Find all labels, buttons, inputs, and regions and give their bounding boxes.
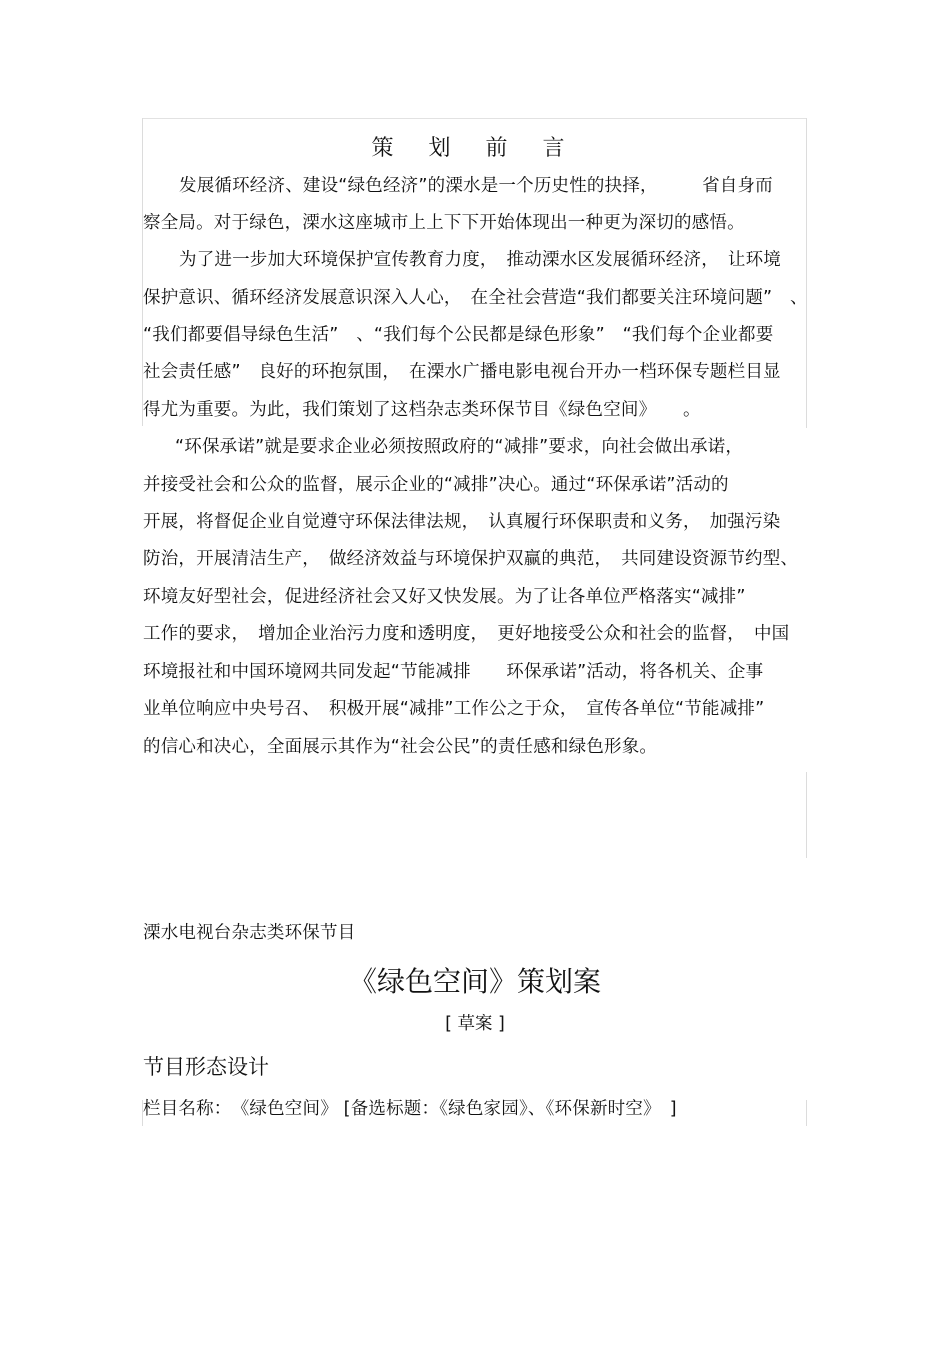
page-frame-top-border bbox=[142, 118, 807, 119]
plan-title: 《绿色空间》策划案 bbox=[348, 965, 601, 998]
preface-line: 环境友好型社会，促进经济社会又好又快发展。为了让各单位严格落实“减排” bbox=[143, 587, 746, 607]
preface-line: 的信心和决心，全面展示其作为“社会公民”的责任感和绿色形象。 bbox=[143, 737, 658, 757]
preface-line: “我们都要倡导绿色生活” 、“我们每个公民都是绿色形象” “我们每个企业都要 bbox=[143, 325, 774, 345]
preface-line: “环保承诺”就是要求企业必须按照政府的“减排”要求，向社会做出承诺， bbox=[175, 437, 744, 457]
preface-line: 得尤为重要。为此，我们策划了这档杂志类环保节目《绿色空间》 。 bbox=[143, 400, 701, 420]
preface-line: 业单位响应中央号召、 积极开展“减排”工作公之于众， 宣传各单位“节能减排” bbox=[143, 699, 765, 719]
preface-line: 保护意识、循环经济发展意识深入人心， 在全社会营造“我们都要关注环境问题” 、 bbox=[143, 288, 808, 308]
section-heading: 节目形态设计 bbox=[143, 1055, 269, 1079]
preface-line: 环境报社和中国环境网共同发起“节能减排 环保承诺”活动，将各机关、企事 bbox=[143, 662, 764, 682]
preface-line: 察全局。对于绿色，溧水这座城市上上下下开始体现出一种更为深切的感悟。 bbox=[143, 213, 745, 233]
preface-line: 工作的要求， 增加企业治污力度和透明度， 更好地接受公众和社会的监督， 中国 bbox=[143, 624, 790, 644]
column-name-line: 栏目名称： 《绿色空间》 [备选标题：《绿色家园》、《环保新时空》 ] bbox=[143, 1099, 677, 1119]
preface-line: 发展循环经济、建设“绿色经济”的溧水是一个历史性的抉择， 省自身而 bbox=[179, 176, 773, 196]
preface-title: 策 划 前 言 bbox=[371, 136, 579, 161]
draft-label: [ 草案 ] bbox=[445, 1014, 505, 1034]
page-frame-right-border-lower bbox=[806, 772, 807, 858]
preface-line: 开展，将督促企业自觉遵守环保法律法规， 认真履行环保职责和义务， 加强污染 bbox=[143, 512, 781, 532]
preface-line: 并接受社会和公众的监督，展示企业的“减排”决心。通过“环保承诺”活动的 bbox=[143, 475, 729, 495]
preface-line: 为了进一步加大环境保护宣传教育力度， 推动溧水区发展循环经济， 让环境 bbox=[179, 250, 781, 270]
program-type-label: 溧水电视台杂志类环保节目 bbox=[143, 923, 356, 943]
preface-line: 社会责任感” 良好的环抱氛围， 在溧水广播电影电视台开办一档环保专题栏目显 bbox=[143, 362, 781, 382]
preface-line: 防治，开展清洁生产， 做经济效益与环境保护双赢的典范， 共同建设资源节约型、 bbox=[143, 549, 799, 569]
